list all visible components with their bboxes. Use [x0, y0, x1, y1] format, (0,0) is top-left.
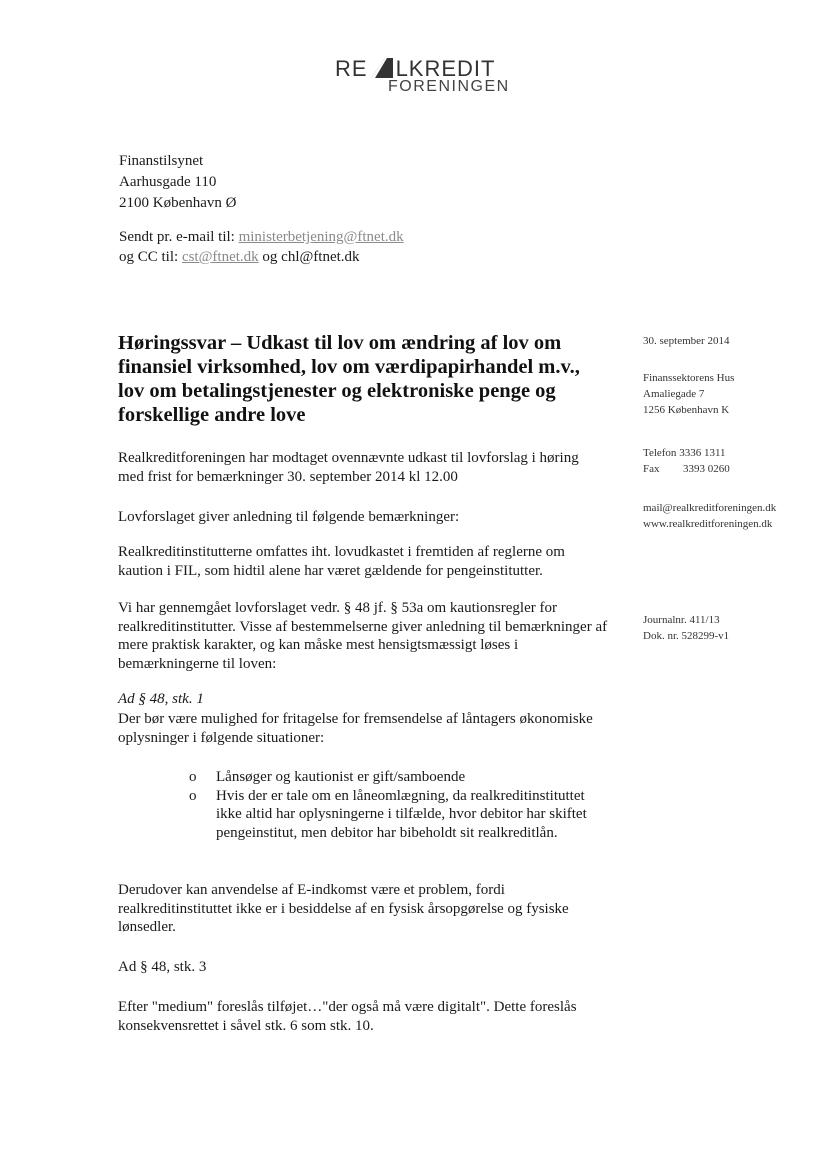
sender-org: Finanssektorens Hus — [643, 372, 735, 384]
paragraph-exemption: Der bør være mulighed for fritagelse for fremsendelse af låntagers økonomiske oplysninger i følgende situationer: — [118, 711, 593, 746]
sender-phone-block — [643, 445, 823, 477]
bullet-list — [189, 768, 607, 842]
letter-title: Høringssvar – Udkast til lov om ændring af lov om finansiel virksomhed, lov om værdipapirhandel m.v., lov om betalingstjenester og elektroniske penge og forskellige andre love — [118, 332, 580, 426]
recipient-street: Aarhusgade 110 — [119, 174, 217, 190]
logo-slash-icon — [369, 58, 395, 78]
logo-wordmark-bottom: FORENINGEN — [388, 78, 510, 95]
fax-label: Fax — [643, 463, 660, 475]
paragraph-e-income: Derudover kan anvendelse af E-indkomst være et problem, fordi realkreditinstituttet ikke er i besiddelse af en fysisk årsopgørelse og fysiske lønsedler. — [118, 882, 569, 935]
section-heading-48-3: Ad § 48, stk. 3 — [118, 959, 207, 975]
paragraph-remarks-intro: Lovforslaget giver anledning til følgende bemærkninger: — [118, 509, 460, 525]
list-item — [189, 787, 607, 843]
section-heading-48-1: Ad § 48, stk. 1 — [118, 691, 204, 707]
sent-label: Sendt pr. e-mail til: — [119, 229, 235, 245]
document-number: Dok. nr. 528299-v1 — [643, 630, 730, 642]
sender-street: Amaliegade 7 — [643, 388, 705, 400]
cc-email-link[interactable]: cst@ftnet.dk — [181, 249, 259, 265]
journal-block — [643, 612, 823, 644]
fax-line — [643, 461, 823, 477]
journal-number: Journalnr. 411/13 — [643, 614, 720, 626]
list-item-text: Hvis der er tale om en låneomlægning, da realkreditinstituttet ikke altid har oplysningerne i tilfælde, hvor debitor har skiftet pengeinstitut, men debitor har bibeholdt sit realkreditlån. — [216, 787, 587, 841]
bullet-circle-icon: o — [189, 787, 197, 804]
sender-contact — [643, 500, 823, 532]
paragraph-intro: Realkreditforeningen har modtaget ovennævnte udkast til lovforslag i høring med frist for bemærkninger 30. september 2014 kl 12.00 — [118, 450, 579, 485]
sent-line — [119, 227, 404, 247]
paragraph-review: Vi har gennemgået lovforslaget vedr. § 48 jf. § 53a om kautionsregler for realkreditinstitutter. Visse af bestemmelserne giver anledning til bemærkninger af mere praktisk karakter, og kan måske mest hensigtsmæssigt løses i bemærkningerne til loven: — [118, 600, 608, 672]
recipient-name: Finanstilsynet — [119, 153, 204, 169]
logo-text-right: LKREDIT — [395, 56, 496, 81]
phone-line — [643, 445, 823, 461]
recipient-city: 2100 København Ø — [119, 195, 237, 211]
realkreditforeningen-logo — [335, 56, 525, 102]
phone-label: Telefon — [643, 447, 677, 459]
phone-number: 3336 1311 — [679, 447, 726, 459]
sender-email[interactable]: mail@realkreditforeningen.dk — [643, 502, 777, 514]
cc-label: og CC til: — [119, 249, 179, 265]
sender-website[interactable]: www.realkreditforeningen.dk — [643, 518, 773, 530]
email-link[interactable]: ministerbetjening@ftnet.dk — [238, 229, 404, 245]
sent-to-block — [119, 227, 404, 267]
paragraph-medium: Efter "medium" foreslås tilføjet…"der også må være digitalt". Dette foreslås konsekvensrettet i såvel stk. 6 som stk. 10. — [118, 999, 577, 1034]
logo-text-left: RE — [335, 56, 368, 81]
fax-number: 3393 0260 — [683, 463, 730, 475]
cc-joiner: og — [262, 249, 278, 265]
cc-email-2[interactable]: chl@ftnet.dk — [281, 249, 360, 265]
cc-line — [119, 247, 404, 267]
bullet-circle-icon: o — [189, 769, 197, 785]
list-item — [189, 768, 607, 787]
sender-city: 1256 København K — [643, 404, 730, 416]
list-item-text: Lånsøger og kautionist er gift/samboende — [216, 769, 466, 785]
paragraph-scope: Realkreditinstitutterne omfattes iht. lovudkastet i fremtiden af reglerne om kaution i FIL, som hidtil alene har været gældende for pengeinstitutter. — [118, 544, 565, 579]
letter-date: 30. september 2014 — [643, 335, 730, 347]
recipient-address — [119, 151, 236, 214]
sender-address — [643, 370, 823, 418]
